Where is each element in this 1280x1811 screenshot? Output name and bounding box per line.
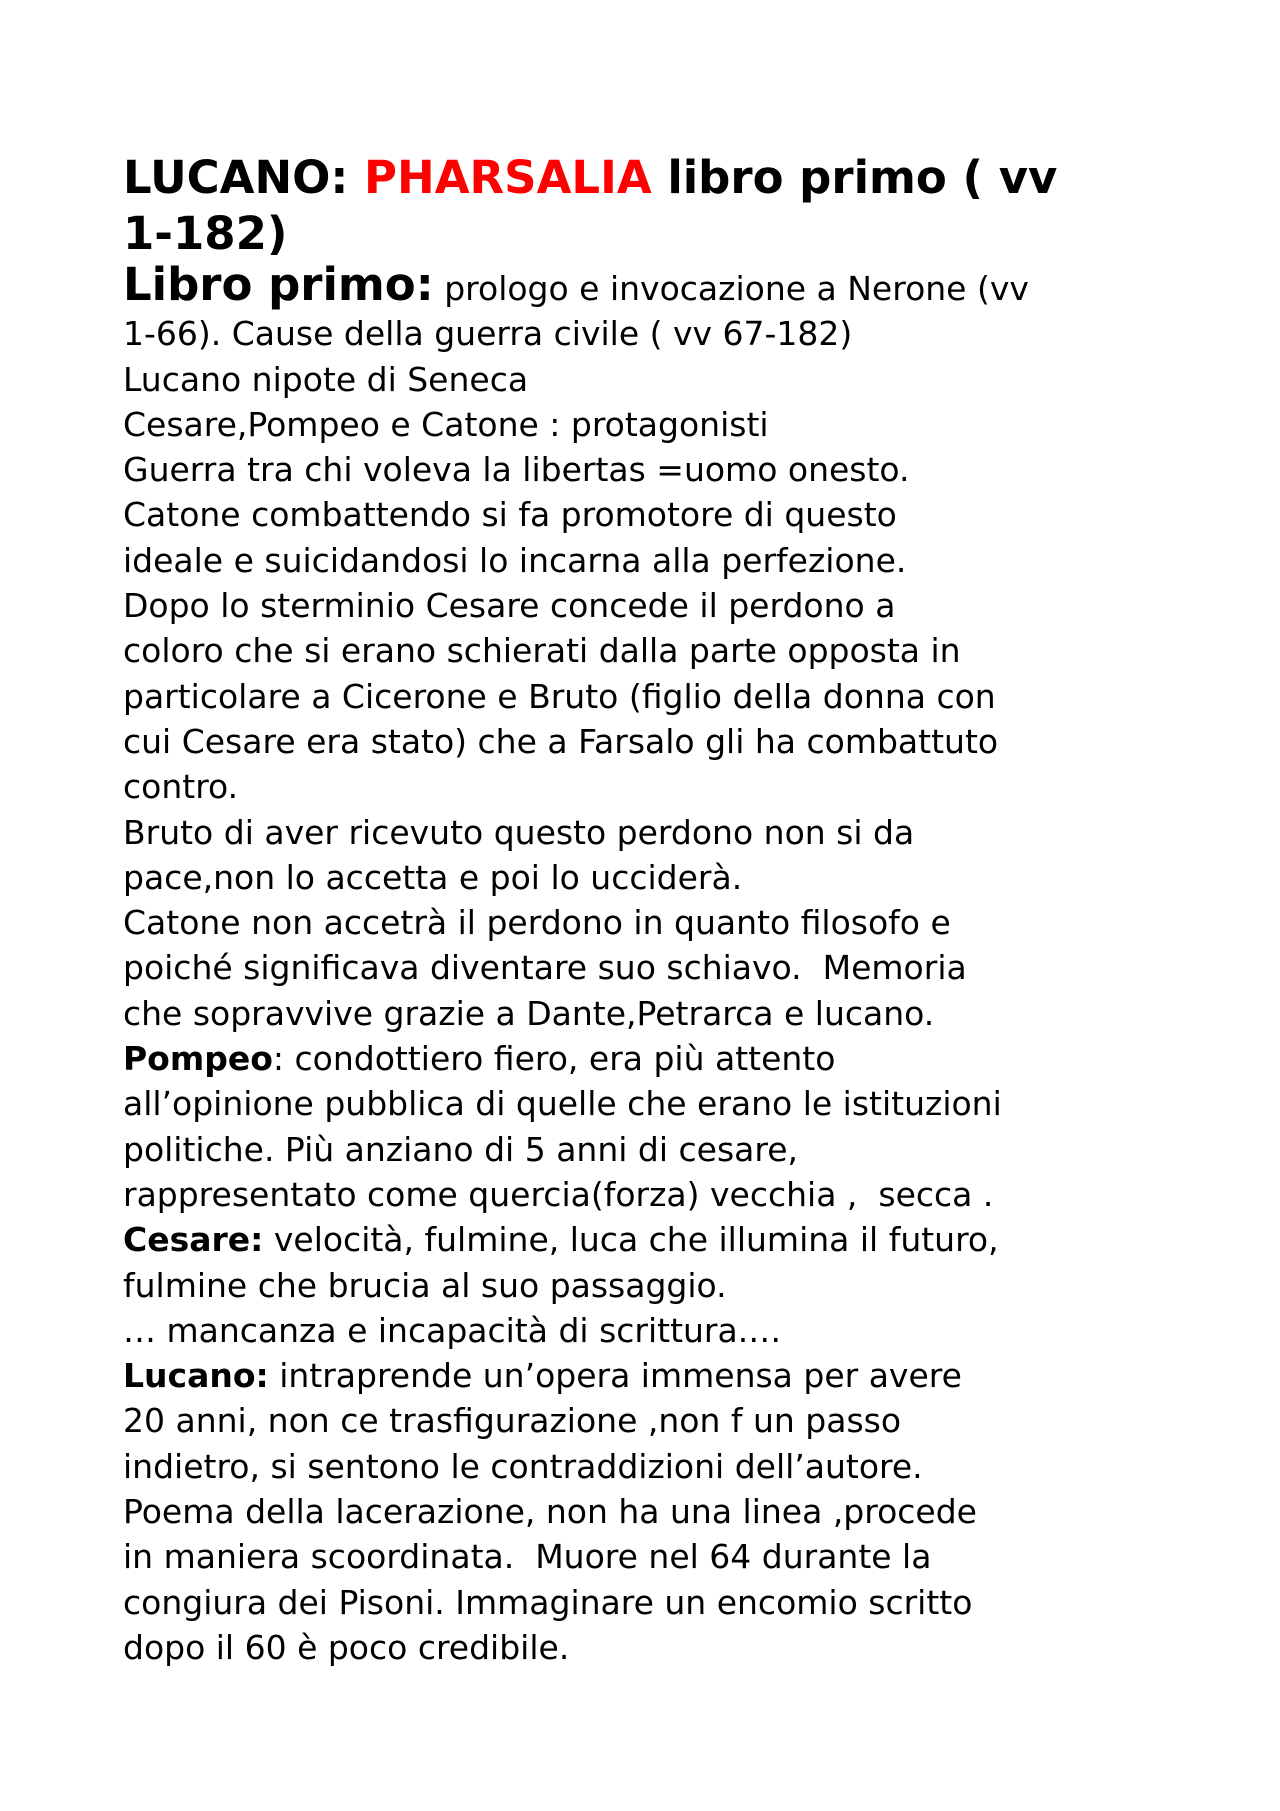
document-title: [123, 150, 1173, 262]
pompeo-line-1-text: : condottiero fiero, era più attento: [272, 1039, 836, 1079]
paragraph-line: poiché significava diventare suo schiavo. Memoria: [123, 948, 967, 988]
paragraph-line: Bruto di aver ricevuto questo perdono non si da: [123, 812, 915, 852]
intro-line-1: [123, 258, 1173, 311]
paragraph-line: 20 anni, non ce trasfigurazione ,non f un passo: [123, 1401, 902, 1441]
paragraph-line: Lucano nipote di Seneca: [123, 359, 529, 399]
paragraph-line: Guerra tra chi voleva la libertas =uomo onesto.: [123, 450, 910, 490]
paragraph-line: che sopravvive grazie a Dante,Petrarca e lucano.: [123, 993, 935, 1033]
paragraph-line: rappresentato come quercia(forza) vecchia , secca .: [123, 1174, 994, 1214]
paragraph-line: dopo il 60 è poco credibile.: [123, 1627, 570, 1667]
pompeo-label: Pompeo: [123, 1039, 273, 1079]
lucano-line-1-text: intraprende un’opera immensa per avere: [268, 1356, 962, 1396]
document-body: [123, 258, 1173, 1670]
paragraph-line: pace,non lo accetta e poi lo ucciderà.: [123, 857, 743, 897]
title-highlight: PHARSALIA: [364, 151, 652, 204]
paragraph-line: Cesare,Pompeo e Catone : protagonisti: [123, 404, 769, 444]
paragraph-line: congiura dei Pisoni. Immaginare un encomio scritto: [123, 1582, 973, 1622]
cesare-label: Cesare:: [123, 1220, 264, 1260]
paragraph-line: ideale e suicidandosi lo incarna alla perfezione.: [123, 540, 907, 580]
cesare-line-1: [123, 1217, 1173, 1262]
paragraph-line: all’opinione pubblica di quelle che erano le istituzioni: [123, 1084, 1002, 1124]
lucano-line-1: [123, 1353, 1173, 1398]
lucano-label: Lucano:: [123, 1356, 269, 1396]
paragraph-line: indietro, si sentono le contraddizioni dell’autore.: [123, 1446, 923, 1486]
paragraph-line: fulmine che brucia al suo passaggio.: [123, 1265, 727, 1305]
paragraph-line: … mancanza e incapacità di scrittura.…: [123, 1310, 782, 1350]
paragraph-line: Dopo lo sterminio Cesare concede il perdono a: [123, 586, 896, 626]
intro-heading: Libro primo:: [123, 258, 434, 311]
title-line-1: [123, 150, 1173, 206]
title-prefix: LUCANO:: [123, 151, 365, 204]
title-line-2: 1-182): [123, 207, 288, 260]
paragraph-line: Catone combattendo si fa promotore di questo: [123, 495, 897, 535]
pompeo-line-1: [123, 1036, 1173, 1081]
intro-line-1-text: prologo e invocazione a Nerone (vv: [433, 269, 1029, 308]
document-content: [123, 150, 1173, 1670]
paragraph-line: politiche. Più anziano di 5 anni di cesare,: [123, 1129, 799, 1169]
paragraph-line: particolare a Cicerone e Bruto (figlio della donna con: [123, 676, 996, 716]
paragraph-line: contro.: [123, 767, 239, 807]
cesare-line-1-text: velocità, fulmine, luca che illumina il futuro,: [263, 1220, 999, 1260]
paragraph-line: in maniera scoordinata. Muore nel 64 durante la: [123, 1537, 932, 1577]
paragraph-line: cui Cesare era stato) che a Farsalo gli ha combattuto: [123, 721, 999, 761]
paragraph-line: Poema della lacerazione, non ha una linea ,procede: [123, 1492, 977, 1532]
paragraph-line: coloro che si erano schierati dalla parte opposta in: [123, 631, 961, 671]
paragraph-line: Catone non accetrà il perdono in quanto filosofo e: [123, 903, 951, 943]
intro-line-2: 1-66). Cause della guerra civile ( vv 67-182): [123, 314, 853, 354]
title-suffix: libro primo ( vv: [651, 151, 1058, 204]
